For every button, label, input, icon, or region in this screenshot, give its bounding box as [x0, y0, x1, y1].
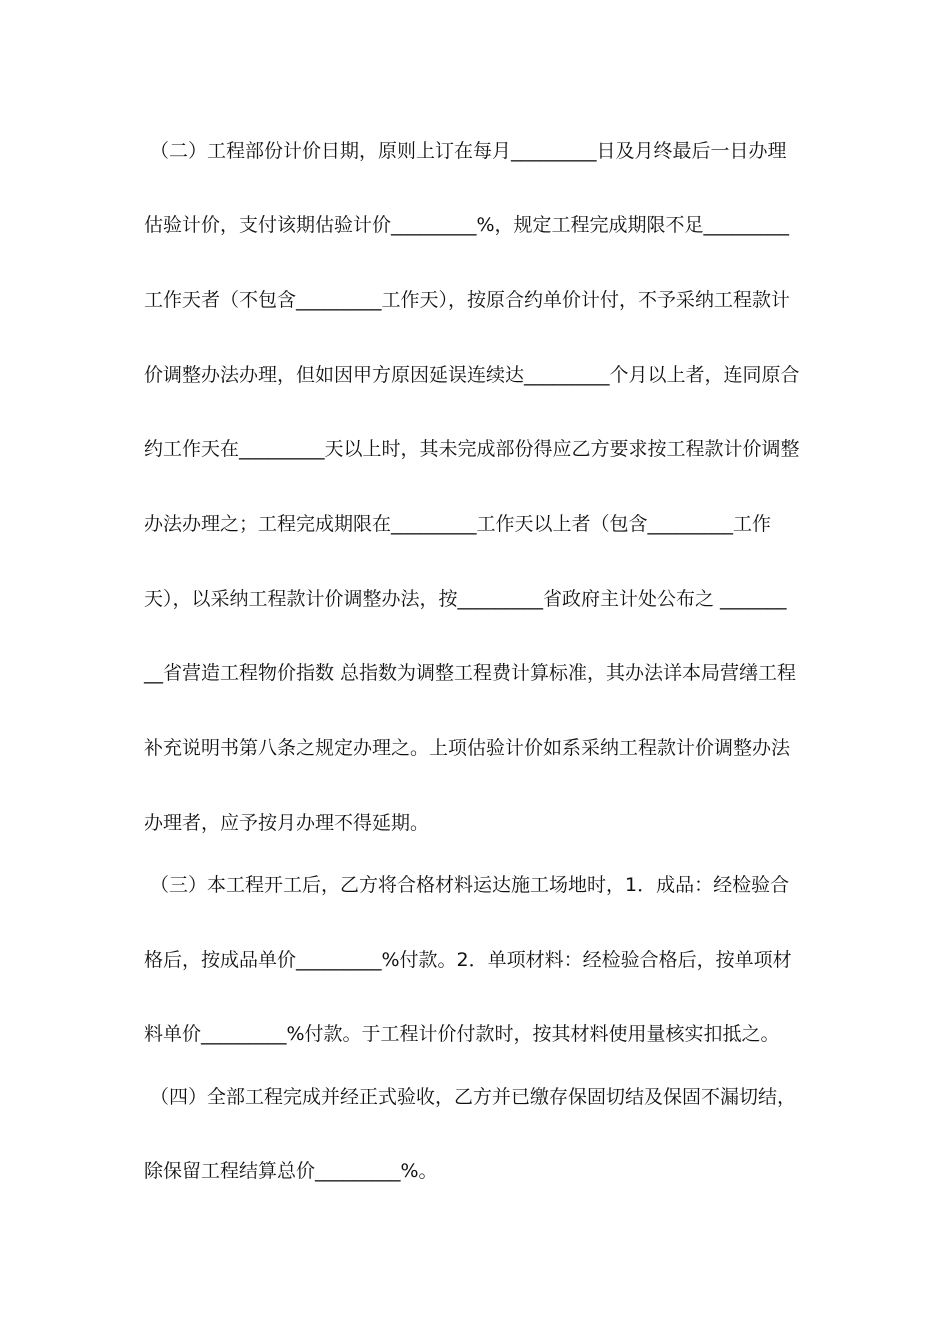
- paragraph-line: 估验计价，支付该期估验计价_________%，规定工程完成期限不足_________: [144, 214, 790, 236]
- paragraph-line: 除保留工程结算总价_________%。: [144, 1160, 438, 1182]
- paragraph-line: 价调整办法办理，但如因甲方原因延误连续达_________个月以上者，连同原合: [144, 364, 800, 386]
- paragraph-line: 约工作天在_________天以上时，其未完成部份得应乙方要求按工程款计价调整: [144, 438, 800, 460]
- paragraph-line: 格后，按成品单价_________%付款。2．单项材料：经检验合格后，按单项材: [144, 949, 792, 971]
- paragraph-line: 工作天者（不包含_________工作天），按原合约单价计付，不予采纳工程款计: [144, 289, 791, 311]
- paragraph-line: __省营造工程物价指数 总指数为调整工程费计算标准，其办法详本局营缮工程: [144, 662, 797, 684]
- paragraph-line: 办法办理之；工程完成期限在_________工作天以上者（包含_________工作: [144, 513, 772, 535]
- paragraph-line: （二）工程部份计价日期，原则上订在每月_________日及月终最后一日办理: [150, 140, 787, 162]
- paragraph-line: 补充说明书第八条之规定办理之。上项估验计价如系采纳工程款计价调整办法: [144, 737, 791, 759]
- paragraph-line: 天），以采纳工程款计价调整办法，按_________省政府主计处公布之 _______: [144, 588, 787, 610]
- paragraph-line: 办理者，应予按月办理不得延期。: [144, 812, 430, 834]
- paragraph-line: （四）全部工程完成并经正式验收，乙方并已缴存保固切结及保固不漏切结，: [150, 1086, 797, 1108]
- paragraph-line: 料单价_________%付款。于工程计价付款时，按其材料使用量核实扣抵之。: [144, 1023, 780, 1045]
- paragraph-line: （三）本工程开工后，乙方将合格材料运达施工场地时，1．成品：经检验合: [150, 874, 790, 896]
